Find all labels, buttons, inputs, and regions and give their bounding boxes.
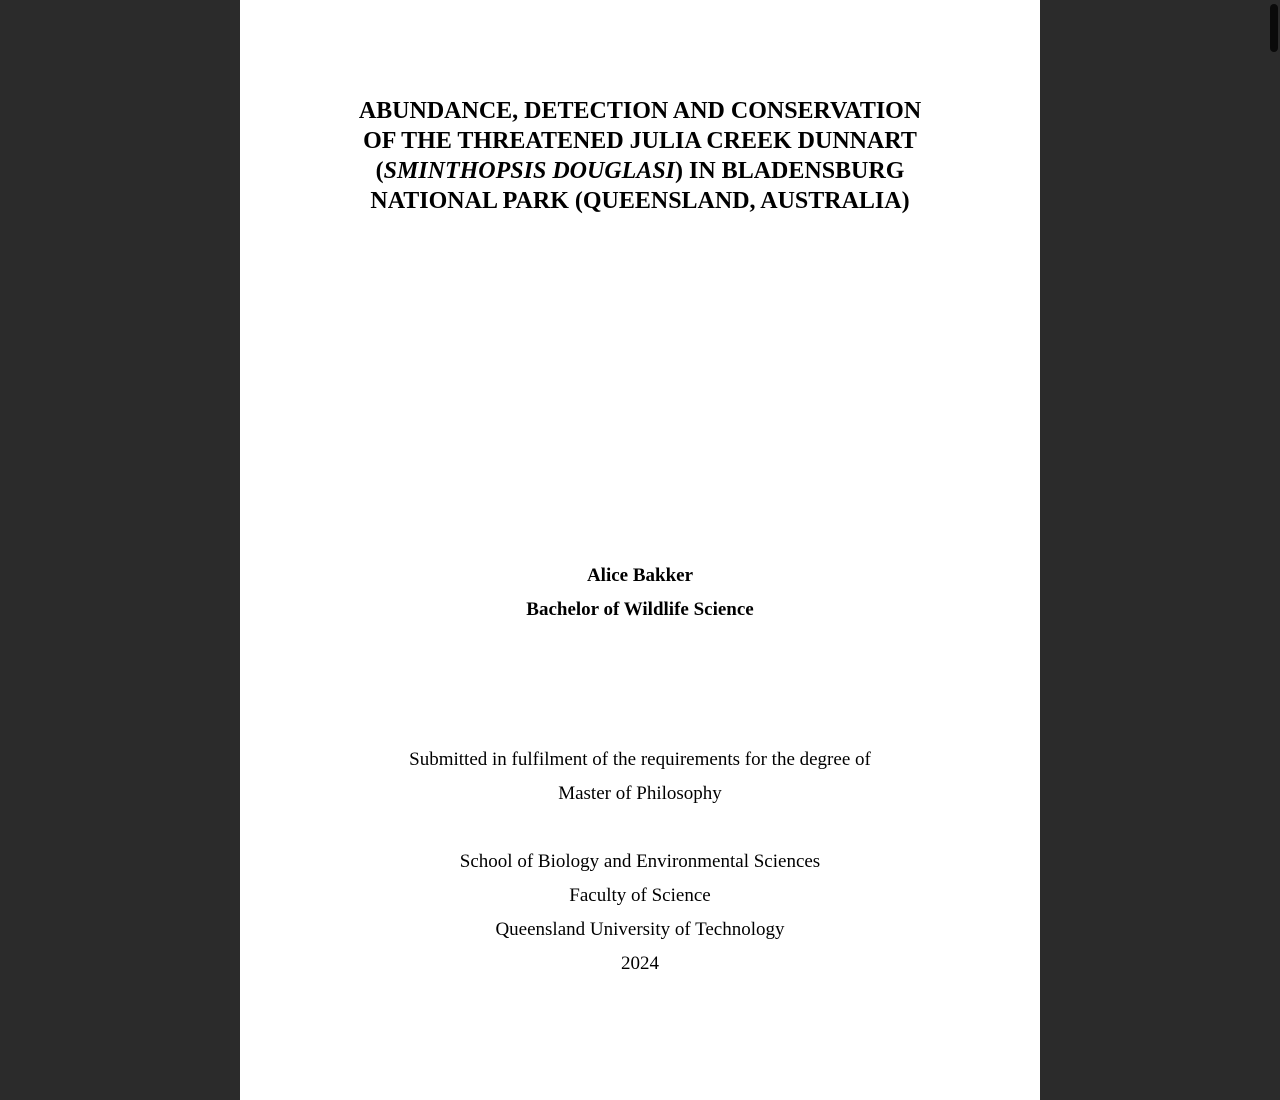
title-line-2: OF THE THREATENED JULIA CREEK DUNNART [363, 128, 917, 154]
title-line-3-rest: ) IN BLADENSBURG [675, 158, 905, 184]
submission-year: 2024 [621, 953, 659, 974]
submission-statement: Submitted in fulfilment of the requirements for the degree of [409, 749, 871, 770]
author-name: Alice Bakker [586, 565, 694, 586]
prior-degree: Bachelor of Wildlife Science [526, 599, 754, 620]
title-line-3 [240, 156, 1040, 186]
species-name: SMINTHOPSIS DOUGLASI [383, 158, 676, 184]
title-line-1: ABUNDANCE, DETECTION AND CONSERVATION [358, 98, 922, 124]
school-name: School of Biology and Environmental Sciences [459, 851, 821, 872]
document-page [240, 0, 1040, 1100]
university-name: Queensland University of Technology [495, 919, 785, 940]
scrollbar-thumb[interactable] [1270, 4, 1278, 52]
title-paren-open: ( [375, 158, 384, 184]
vertical-scrollbar[interactable] [1264, 0, 1280, 960]
faculty-name: Faculty of Science [569, 885, 711, 906]
degree-name: Master of Philosophy [558, 783, 722, 804]
title-line-4: NATIONAL PARK (QUEENSLAND, AUSTRALIA) [370, 188, 910, 214]
